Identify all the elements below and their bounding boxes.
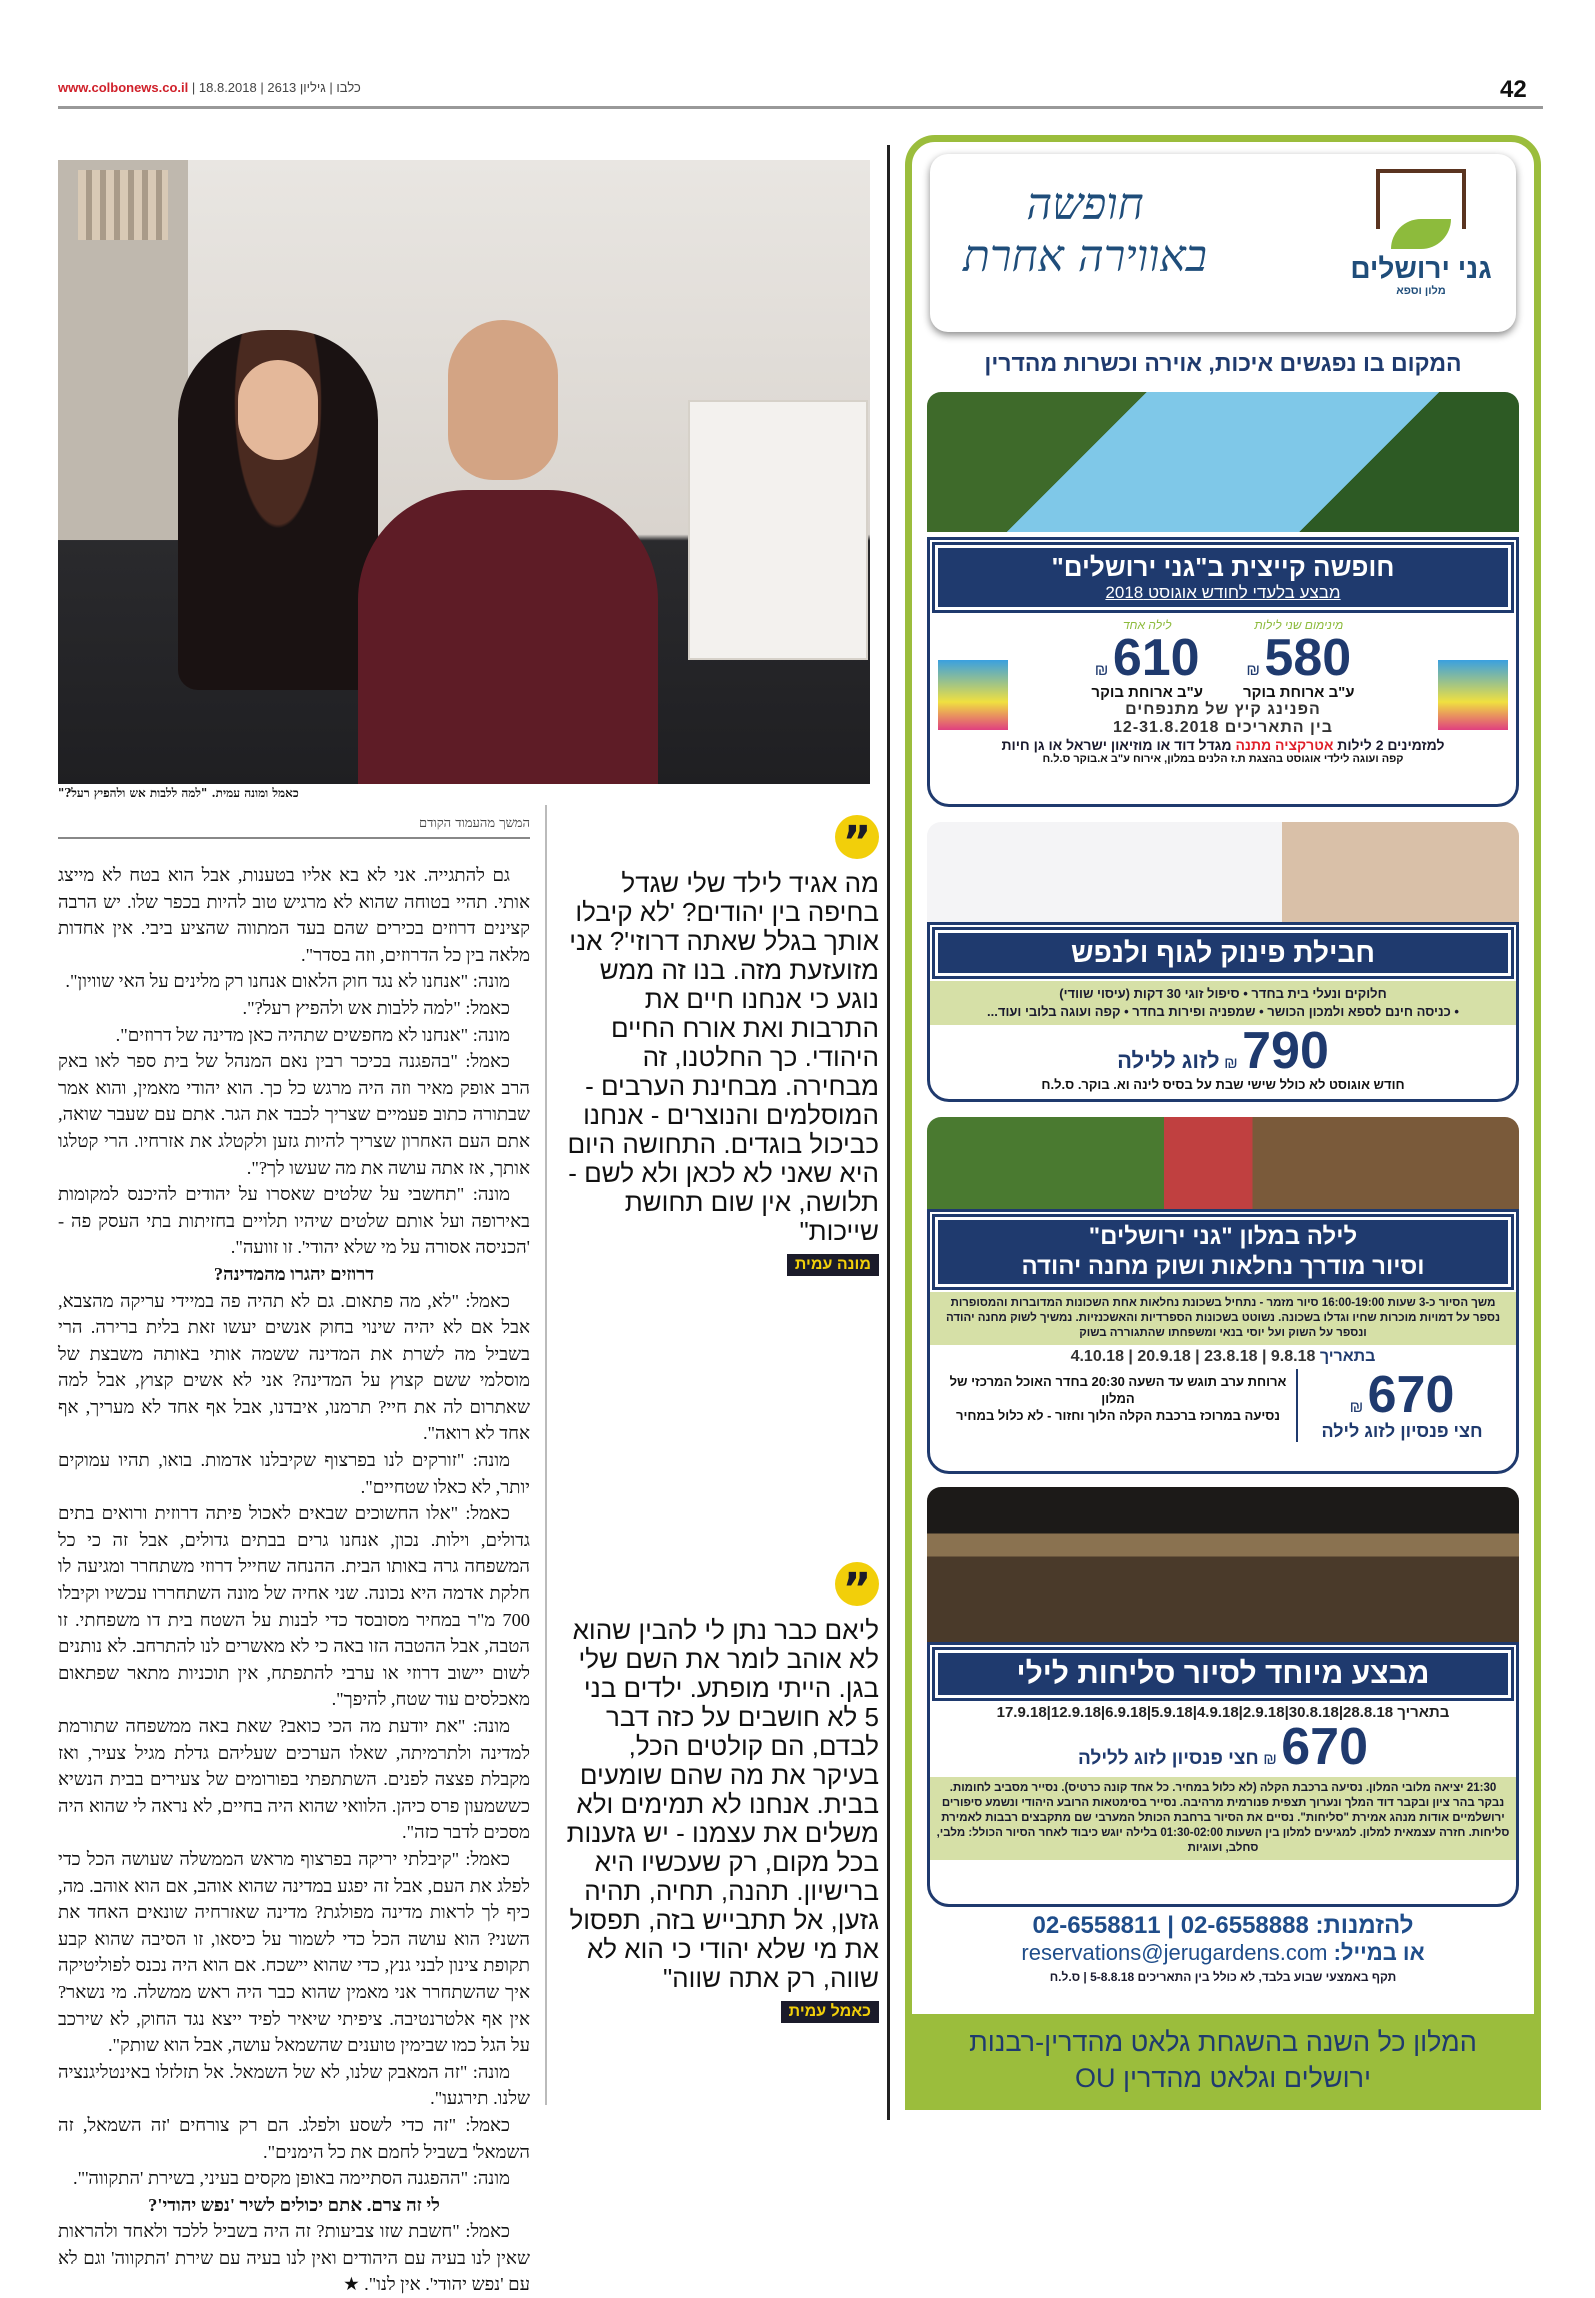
market-description: משך הסיור כ-3 שעות 16:00-19:00 סיור מזמר - נתחיל בשכונת נחלאות אחת השכונות המדוברות והמסופרות נספר על דמויות מוכרות שחיו וגדלו בשכונה. נשוטט בשכונות הספרדיות והאשכנזיות. נמשיך לשוק מחנה יהודה ונספר על השוק ועל יוסי בנאי ומשפחתו שהתגוררה בשוק: [930, 1292, 1516, 1345]
selichot-price: 670: [1281, 1718, 1368, 1776]
paragraph: גם להתגייה. אני לא בא אליו בטענות, אבל הוא בטח לא מייצג אותי. תהיי בטוחה שהוא לא מרגיש טוב להיות בכפר שלו. יש הרבה קצינים דרוזים בכירים שהם בעד המתווה שהציע ביבי. אין אחדות מלאה בין כל הדרוזים, וזה בסדר".: [58, 865, 530, 965]
quote-text: מה אגיד לילד שלי שגדל בחיפה בין יהודים? 'לא קיבלו אותך בגלל שאתה דרוזי'? אני מזועזעת מזה. בנו זה ממש נוגע כי אנחנו חיים את התרבות ואת אורח החיים היהודי. כך החלטנו, זה מבחירה. מבחינת הערבים - המוסלמים והנוצרים - אנחנו כביכול בוגדים. התחושה היום היא שאני לא לכאן ולא לשם - תלושה, אין שום תחושת שייכות": [567, 868, 879, 1246]
selichot-description: 21:30 יציאה מלובי המלון. נסיעה ברכבת הקלה (לא כלול במחיר. כל אחד קונה כרטיס). נסייר מסביב לחומות. נבקר בהר ציון ובקבר דוד המלך ונערוך תצפית פנורמית מרהיבה. נסייר בסימטאות הרובע היהודי ונשמע סיפורים ירושלמיים אודות מנהג אמירת "סליחות". נסיים את הסיור ברחבת הכותל המערבי שם מתקבצים רבבות לאמירת סליחות. חזרה עצמאית למלון. למגיעים למלון בין השעות 01:30-02:00 בלילה יוגש כיבוד לאחר הסיור הכולל: מלבי, סחלב, ועוגיות: [930, 1777, 1516, 1860]
hotel-advertisement: [905, 135, 1541, 2110]
market-tour-offer: [927, 1209, 1519, 1474]
summer-fine-print: קפה ועוגה לילדי אוגוסט בהצגת ת.ז הלנים במלון, אירוח ע"ב א.בוקר ס.ל.ח: [1042, 753, 1404, 765]
summer-title-bar: [935, 545, 1511, 610]
spa-line1: חלוקים ונעלי בית בחדר • סיפול זוגי 30 דקות (עיסוי שוודי): [1059, 986, 1387, 1001]
subheading: לי זה צרם. אתם יכולים לשיר 'נפש יהודי'?: [148, 2194, 440, 2215]
selichot-board: חצי פנסיון לזוג ללילה: [1078, 1748, 1259, 1769]
date: 20.9.18: [1137, 1348, 1191, 1365]
logo-banner: [930, 154, 1516, 332]
spa-title: חבילת פינוק לגוף ולנפש: [935, 930, 1511, 976]
subheading: דרוזים יהגרו מהמדינה?: [213, 1263, 375, 1284]
currency: ₪: [1246, 662, 1260, 679]
offer-note: לילה אחד: [1122, 618, 1172, 632]
article-body: [58, 862, 530, 2298]
caption-text: כאמל ומונה עמית. "למה ללבות אש ולהפיץ רעל?": [58, 786, 299, 800]
selichot-title: מבצע מיוחד לסיור סליחות לילי: [935, 1650, 1511, 1698]
date: 4.10.18: [1070, 1348, 1124, 1365]
issue-date: 18.8.2018: [198, 80, 257, 95]
spa-offer: [927, 922, 1519, 1102]
currency: ₪: [1224, 1055, 1238, 1072]
quote-mark-icon: ”: [835, 815, 879, 859]
paragraph: כאמל: "זה כדי לשסע ולפלג. הם רק צורחים 'זה השמאל, זה השמאל' בשביל לחמם את כל הימנים".: [58, 2114, 530, 2162]
western-wall-image: [927, 1487, 1519, 1642]
kashrut-footer: המלון כל השנה בהשגחת גלאט מהדרין-רבנות ירושלים וגלאט מהדרין OU: [912, 2014, 1534, 2110]
bounce-castle-icon: [1438, 660, 1508, 730]
paragraph: כאמל: "לא, מה פתאום. גם לא תהיה פה במיידי עריקה מהצבא, אבל אם לא יהיה שינוי בחוק אנשים יעשו זאת בלית ברירה. הרי בשביל מה לשרת את המדינה ששמה אותי באותה משבצת של מוסלמי ששם קצוץ על המדינה? אני לא אשים קצוץ, אבל למה שאתרום לה את חיי? תרמנו, איבדנו, אבל אף אחד לא מעריך, אף אחד לא רואה".: [58, 1290, 530, 1444]
man-face: [448, 320, 558, 480]
market-image: [927, 1117, 1519, 1209]
paragraph: כאמל: "אלו החשוכים שבאים לאכול פיתה דרוזית ורואים בתים גדולים, וילות. נכון, אנחנו גרים בבתים גדולים, אבל זה כי כל המשפחה גרה באותו הבית. ההנחה שחייל דרוזי משתחרר ומגיעה לו חלקת אדמה היא נכונה. שני אחיה של מונה השתחררו עכשיו וקיבלו 700 מ"ר במחיר מסובסד כדי לבנות על השטח בית דו משפחתי. זו הטבה, אבל ההטבה הזו באה כי לא מאשרים לנו להתרחב. לא נותנים לשום יישוב דרוזי או ערבי להתפתח, אין תוכניות מתאר שפתאום מאכלסים עוד שטח, להיפך".: [58, 1503, 530, 1710]
paragraph: מונה: "זורקים לנו בפרצוף שקיבלנו אדמות. בואו, תהיו עמוקים יותר, לא כאלו שטחיים".: [58, 1450, 530, 1497]
quote-mark-icon: ”: [835, 1562, 879, 1606]
quote-speaker: כאמל עמית: [781, 2001, 879, 2023]
spa-price-line: [930, 1022, 1516, 1080]
pull-quote: [563, 815, 879, 1276]
paragraph: מונה: "תחשבי על שלטים שאסרו על יהודים להיכנס למקומות באירופה ועל אותם שלטים שיהיו תלויים בחזיתות בתי העסק פה - 'הכניסה אסורה על מי שלא יהודי'. זו זוועה".: [58, 1184, 530, 1258]
currency: ₪: [1094, 662, 1109, 679]
spa-fine-print: חודש אוגוסט לא כולל שישי שבת על בסיס לינה וא. בוקר. ס.ל.ח: [1041, 1077, 1405, 1092]
market-dates: בתאריך 9.8.18 | 23.8.18 | 20.9.18 | 4.10.18: [1070, 1348, 1376, 1365]
phone-numbers[interactable]: 02-6558888 | 02-6558811: [1032, 1912, 1309, 1939]
column-rule: [545, 805, 547, 2105]
pull-quote: [563, 1562, 879, 2023]
contact-block: [912, 1912, 1534, 1984]
offer-price: 580: [1264, 629, 1352, 687]
offer-note: מינימום שני לילות: [1254, 618, 1344, 632]
market-title2: וסיור מודרך נחלאות ושוק מחנה יהודה: [1021, 1253, 1425, 1280]
paragraph: מונה: "ההפגנה הסתיימה באופן מקסים בעיני, בשירת 'התקווה'".: [72, 2168, 510, 2189]
contact-fine-print: תקף באמצעי שבוע בלבד, לא כולל בין התאריכים 5-8.8.18 | ס.ל.ח: [1049, 1970, 1397, 1984]
date: 23.8.18: [1204, 1348, 1258, 1365]
date: 12.9.18: [1050, 1704, 1101, 1721]
bounce-castle-icon: [938, 660, 1008, 730]
hotel-logo: [1346, 169, 1496, 297]
tagline: המקום בו נפגשים איכות, אוירה וכשרות מהדרין: [984, 350, 1462, 376]
paragraph: כאמל: "חשבת שזו צביעות? זה היה בשביל ללכד ולאחד ולהראות שאין לנו בעיה עם היהודים ואין לנו בעיה עם שירת 'התקווה' וגם לא עם 'נפש יהודי'. אין לנו". ★: [58, 2221, 530, 2295]
date: 6.9.18: [1105, 1704, 1147, 1721]
email-link[interactable]: reservations@jerugardens.com: [1021, 1940, 1328, 1965]
pool-image: [927, 392, 1519, 532]
summer-line2: בין התאריכים 12-31.8.2018: [1113, 719, 1333, 736]
quote-speaker: מונה עמית: [787, 1254, 879, 1276]
spa-unit: לזוג ללילה: [1117, 1048, 1220, 1073]
article-photo: [58, 160, 870, 784]
cabinet-shape: [688, 400, 868, 660]
date: 2.9.18: [1242, 1704, 1285, 1721]
issue-number: גיליון 2613: [267, 80, 326, 95]
date: 28.8.18: [1343, 1704, 1394, 1721]
market-detail: ארוחת ערב תוגש עד השעה 20:30 בחדר האוכל המרכזי של המלון: [949, 1374, 1287, 1406]
offer-board: ע"ב ארוחת בוקר: [1243, 684, 1355, 701]
slogan: חופשה באווירה אחרת: [963, 179, 1207, 282]
date: 30.8.18: [1288, 1704, 1339, 1721]
date: 17.9.18: [996, 1704, 1047, 1721]
market-title-bar: [935, 1217, 1511, 1287]
summer-title: חופשה קייצית ב"גני ירושלים": [1051, 552, 1395, 582]
paragraph: מונה: "אנחנו לא נגד חוק הלאום אנחנו רק מלינים על האי שוויון".: [65, 971, 510, 992]
summer-subtitle: מבצע בלעדי לחודש אוגוסט 2018: [1105, 583, 1341, 602]
market-price-row: [930, 1366, 1516, 1442]
market-unit: לזוג לילה: [1321, 1421, 1396, 1441]
currency: ₪: [1349, 1399, 1364, 1416]
paper-name: כלבו: [336, 80, 361, 95]
market-detail: נסיעה במרוכז ברכבת הקלה הלוך וחזור - לא כלול במחיר: [955, 1408, 1280, 1423]
currency: ₪: [1263, 1751, 1277, 1768]
gift-highlight: אטרקציה מתנה: [1235, 737, 1334, 753]
paragraph: מונה: "את יודעת מה הכי כואב? שאת באה ממשפחה שתורמת למדינה ולתרמיתה, שאלו הערכים שעליהם גדלת מגיל צעיר, ואז מקבלת פצצה לפנים. השתתפתי בפורומים של צעירים בבית הנשיא כששמעון פרס כיהן. הלוואי שהוא היה בחיים, לא נראה לי שהוא היה מסכים לדבר כזה".: [58, 1716, 530, 1843]
paragraph: מונה: "אנחנו לא מחפשים שתהיה כאן מדינה של דרוזים".: [115, 1024, 510, 1045]
contact-label: להזמנות:: [1315, 1912, 1414, 1939]
summer-prices: [930, 618, 1516, 701]
woman-face: [238, 360, 318, 460]
page-number: 42: [1500, 76, 1527, 103]
fridge-magnets: [78, 170, 168, 240]
market-price: 670: [1367, 1366, 1455, 1424]
price-offer: [1091, 618, 1203, 701]
gift-line: [930, 737, 1516, 753]
summer-offer: [927, 537, 1519, 807]
date: 9.8.18: [1270, 1348, 1316, 1365]
header-rule: [58, 106, 1543, 109]
quote-text: ליאם כבר נתן לי להבין שהוא לא אוהב לומר את השם שלי בגן. הייתי מופתע. ילדים בני 5 לא חושבים על כזה דבר לבדם, הם קולטים הכל, בעיקר את מה שהם שומעים בבית. אנחנו לא תמימים ולא משלים את עצמנו - יש גזענות בכל מקום, רק שעכשיו היא ברישיון. תהנה, תחיה, תהיה גזען, אל תתבייש בזה, תפסול את מי שלא יהודי כי הוא לא שווה, רק אתה שווה": [566, 1615, 879, 1993]
photo-caption: [58, 786, 870, 801]
offer-price: 610: [1112, 629, 1200, 687]
email-label: או במייל:: [1333, 1940, 1425, 1965]
market-board: חצי פנסיון: [1400, 1421, 1483, 1441]
man-shirt: [358, 490, 658, 784]
market-details: [940, 1369, 1296, 1442]
paragraph: מונה: "זה המאבק שלנו, לא של השמאל. אל תזלזלו באינטליגנציה שלנו. תירגעו".: [58, 2061, 530, 2109]
gift-pre: למזמינים 2 לילות: [1337, 737, 1445, 753]
offer-board: ע"ב ארוחת בוקר: [1091, 684, 1203, 701]
market-title1: לילה במלון "גני ירושלים": [1088, 1223, 1358, 1250]
site-url[interactable]: www.colbonews.co.il: [58, 80, 189, 95]
date: 5.9.18: [1151, 1704, 1193, 1721]
paragraph: כאמל: "בהפגנה בכיכר רבין נאם המנהל של בית ספר לאו באק הרב אופק מאיר וזה היה מרגש כל כך. הוא יהודי מאמין, והוא אמר שבתורה כתוב פעמיים שצריך לכבד את הגר. אתם עם שעבר שואה, אתם העם האחרון שצריך להיות גזען ולקטלג את אזרחיו. הרי קטלגו אותך, אז אתה עושה את מה שעשו לך?".: [58, 1051, 530, 1178]
date: 4.9.18: [1196, 1704, 1239, 1721]
dates-label: בתאריך: [1319, 1348, 1376, 1365]
spa-features: [930, 981, 1516, 1025]
selichot-price-line: [930, 1718, 1516, 1776]
paragraph: כאמל: "קיבלתי יריקה בפרצוף מראש הממשלה שעושה הכל כדי לפלג את העם, אבל זה יפגע במדינה שהוא אוהב, אם הוא אוהב. מה, כיף לך לראות מדינה מפולגת? מדינה שאזרחיה שונאים האחד את השני? הוא עושה הכל כדי לשמור על כיסאו, זו הסיבה שהוא קבע תקופת צינון לבני גנץ, כדי שהוא יישכח. אם הוא היה נכנס לפוליטיקה איך שהשתחרר אני מאמין שהוא כבר היה ראש ממשלה. מי נשאר? אין אף אלטרנטיבה. ציפיתי שיאיר לפיד ייצא נגד החוק, לא שירכב על הגל כמו שבימין טוענים שהשמאל עושה, אבל הוא שותק".: [58, 1848, 530, 2056]
summer-line1: הפנינג קיץ של מתנפחים: [1125, 701, 1321, 718]
selichot-dates: בתאריך 28.8.18|30.8.18|2.9.18|4.9.18|5.9.18|6.9.18|12.9.18|17.9.18: [996, 1704, 1450, 1721]
paragraph: כאמל: "למה ללבות אש ולהפיץ רעל?".: [242, 997, 510, 1018]
spa-image: [927, 822, 1519, 922]
market-price-block: [1296, 1366, 1506, 1442]
dates-label: בתאריך: [1397, 1704, 1450, 1721]
spa-line2: • כניסה חינם לספא ולמכון הכושר • שמפניה ופירות בחדר • קפה ועוגה בלובי ועוד...: [987, 1004, 1459, 1019]
logo-sub: מלון וספא: [1396, 285, 1446, 297]
continued-label: המשך מהעמוד הקודם: [58, 815, 530, 839]
gift-post: מגדל דוד או מוזיאון ישראל או גן חיות: [1001, 737, 1232, 753]
price-offer: [1243, 618, 1355, 701]
logo-name: גני ירושלים: [1350, 253, 1492, 284]
column-divider: [887, 145, 890, 2120]
spa-price: 790: [1242, 1022, 1329, 1080]
selichot-offer: [927, 1642, 1519, 1907]
header-masthead: www.colbonews.co.il | כלבו | גיליון 2613 | 18.8.2018: [58, 80, 361, 95]
